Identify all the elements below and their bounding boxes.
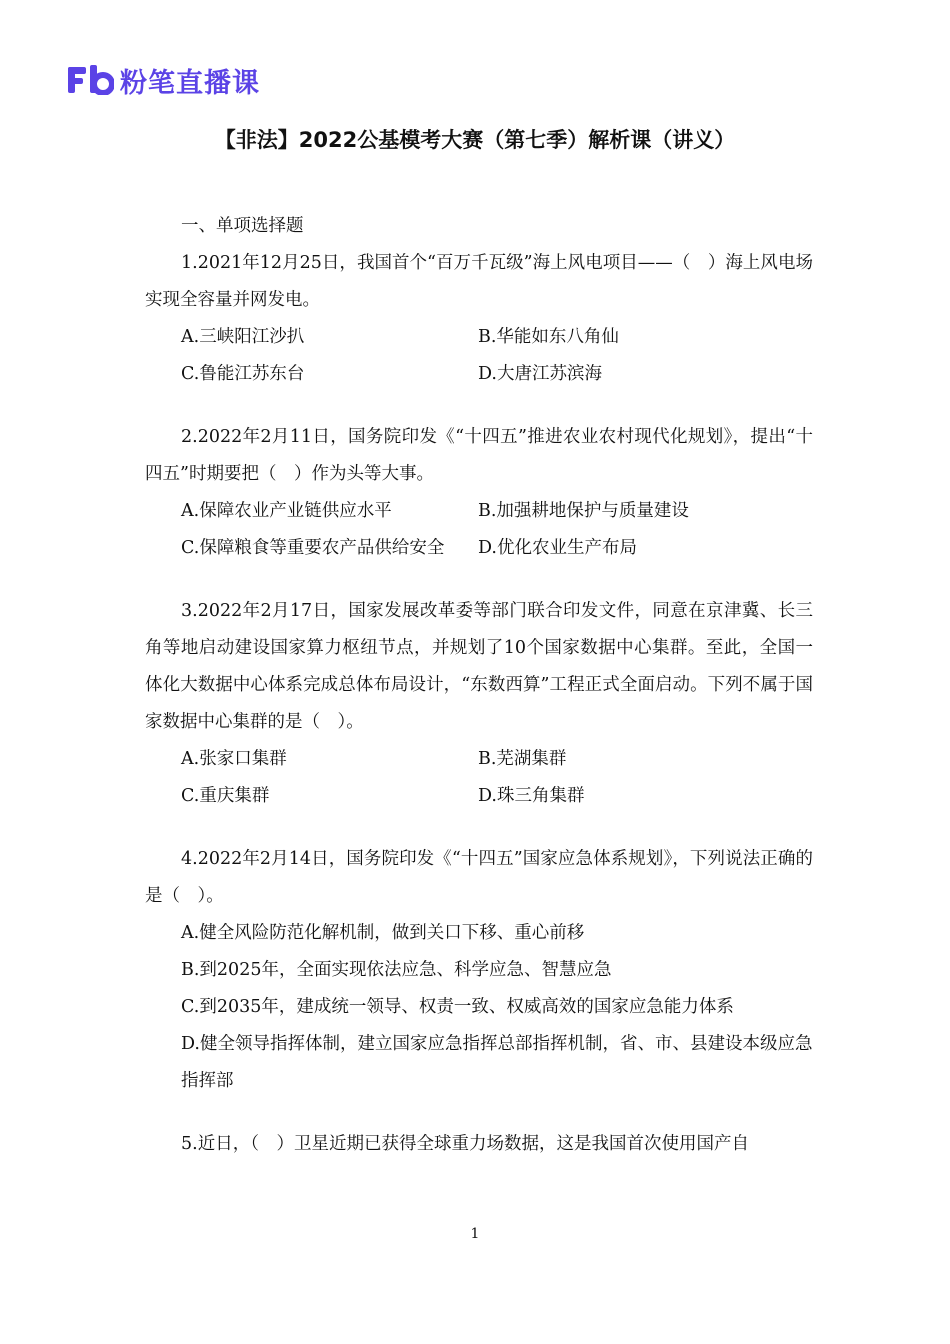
question-stem: 1.2021年12月25日，我国首个“百万千瓦级”海上风电项目——（ ）海上风电场实现全容量并网发电。 (145, 253, 813, 310)
brand-logo (68, 62, 260, 98)
option-b: B.加强耕地保护与质量建设 (478, 501, 689, 521)
option-b: B.芜湖集群 (478, 749, 567, 769)
question-5 (145, 1126, 813, 1163)
option-c: C.到2035年，建成统一领导、权责一致、权威高效的国家应急能力体系 (181, 997, 734, 1017)
option-d: D.优化农业生产布局 (478, 538, 637, 558)
page-number: 1 (470, 1226, 480, 1242)
option-c: C.保障粮食等重要农产品供给安全 (181, 538, 445, 558)
fb-logo-icon (68, 65, 114, 95)
question-1 (145, 245, 813, 393)
option-d: D.健全领导指挥体制，建立国家应急指挥总部指挥机制，省、市、县建设本级应急指挥部 (181, 1034, 813, 1091)
option-a: A.保障农业产业链供应水平 (181, 501, 392, 521)
question-stem: 5.近日，（ ）卫星近期已获得全球重力场数据，这是我国首次使用国产自 (181, 1134, 749, 1154)
options (145, 741, 813, 815)
option-d: D.大唐江苏滨海 (478, 364, 602, 384)
option-b: B.到2025年，全面实现依法应急、科学应急、智慧应急 (181, 960, 612, 980)
document-title: 【非法】2022公基模考大赛（第七季）解析课（讲义） (214, 128, 736, 152)
option-a: A.健全风险防范化解机制，做到关口下移、重心前移 (181, 923, 585, 943)
option-c: C.鲁能江苏东台 (181, 364, 305, 384)
question-3 (145, 593, 813, 815)
option-a: A.张家口集群 (181, 749, 287, 769)
option-a: A.三峡阳江沙扒 (181, 327, 305, 347)
question-2 (145, 419, 813, 567)
options (145, 493, 813, 567)
question-stem: 2.2022年2月11日，国务院印发《“十四五”推进农业农村现代化规划》，提出“十四五”时期要把（ ）作为头等大事。 (145, 427, 813, 484)
section-heading: 一、单项选择题 (181, 216, 304, 236)
option-b: B.华能如东八角仙 (478, 327, 619, 347)
options (145, 915, 813, 1100)
question-stem: 4.2022年2月14日，国务院印发《“十四五”国家应急体系规划》，下列说法正确的是（ ）。 (145, 849, 813, 906)
options (145, 319, 813, 393)
question-4 (145, 841, 813, 1100)
option-c: C.重庆集群 (181, 786, 270, 806)
question-stem: 3.2022年2月17日，国家发展改革委等部门联合印发文件，同意在京津冀、长三角等地启动建设国家算力枢纽节点，并规划了10个国家数据中心集群。至此，全国一体化大数据中心体系完成总体布局设计，“东数西算”工程正式全面启动。下列不属于国家数据中心集群的是（ ）。 (145, 601, 813, 732)
option-d: D.珠三角集群 (478, 786, 585, 806)
brand-name: 粉笔直播课 (120, 67, 260, 99)
document-body (145, 208, 813, 1163)
